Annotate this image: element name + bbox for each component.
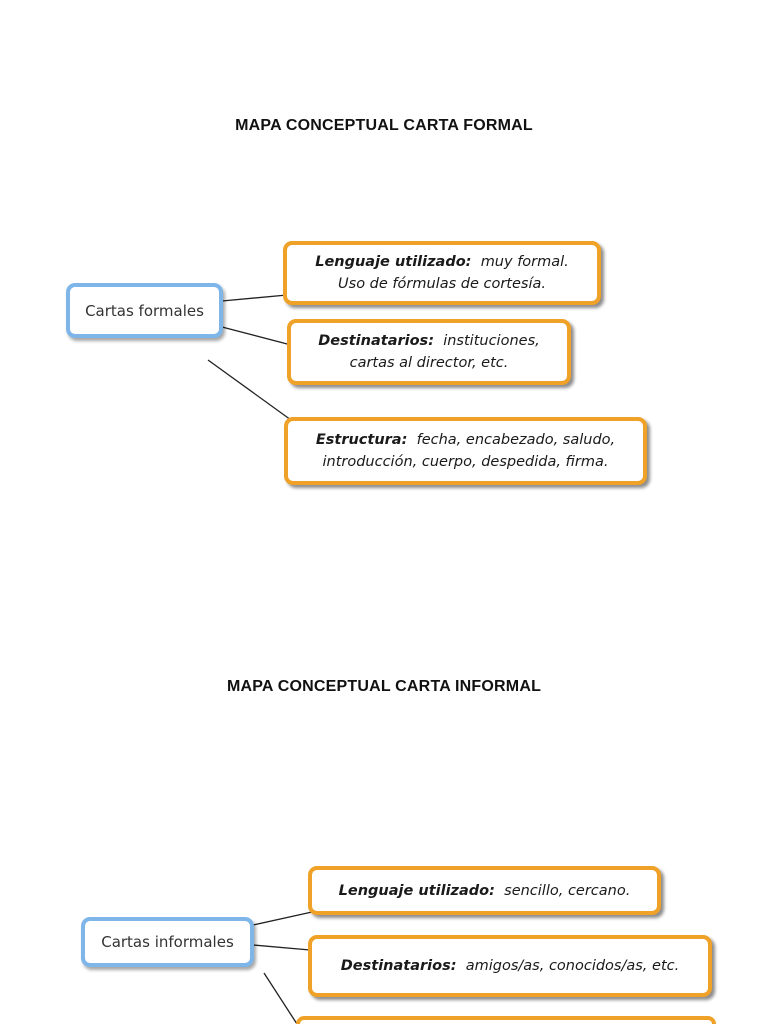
- node-text-1: fecha, encabezado, saludo,: [416, 432, 616, 448]
- root-label: Cartas informales: [101, 933, 234, 951]
- node-label: Destinatarios:: [318, 333, 434, 349]
- node-text-2: cartas al director, etc.: [349, 355, 509, 371]
- node-text-1: muy formal.: [480, 254, 569, 270]
- node-text-2: Uso de fórmulas de cortesía.: [338, 276, 546, 292]
- informal-map-title: MAPA CONCEPTUAL CARTA INFORMAL: [226, 678, 542, 695]
- root-label: Cartas formales: [85, 301, 204, 320]
- node-text-1: amigos/as, conocidos/as, etc.: [465, 958, 680, 974]
- root-node-cartas-formales: [66, 283, 223, 338]
- connector-informal-lenguaje: [253, 912, 312, 925]
- formal-map-title: MAPA CONCEPTUAL CARTA FORMAL: [235, 117, 533, 134]
- node-text-2: introducción, cuerpo, despedida, firma.: [322, 454, 609, 470]
- connector-informal-destinatarios: [253, 945, 310, 950]
- connector-informal-third: [264, 973, 297, 1024]
- node-text-1: instituciones,: [443, 333, 540, 349]
- node-formal-estructura: [284, 417, 647, 485]
- node-label: Estructura:: [315, 432, 408, 448]
- connector-formal-estructura: [208, 360, 291, 420]
- node-informal-lenguaje: [308, 866, 661, 915]
- root-node-cartas-informales: [81, 917, 254, 967]
- connector-formal-lenguaje: [222, 295, 287, 301]
- node-label: Lenguaje utilizado:: [315, 254, 472, 270]
- node-label: Destinatarios:: [340, 958, 457, 974]
- node-formal-lenguaje: [283, 241, 601, 305]
- connector-formal-destinatarios: [222, 327, 291, 345]
- node-label: Lenguaje utilizado:: [338, 882, 495, 899]
- node-informal-partial: [296, 1016, 716, 1024]
- node-formal-destinatarios: [287, 319, 571, 385]
- node-text-1: sencillo, cercano.: [504, 882, 631, 899]
- node-informal-destinatarios: [308, 935, 712, 997]
